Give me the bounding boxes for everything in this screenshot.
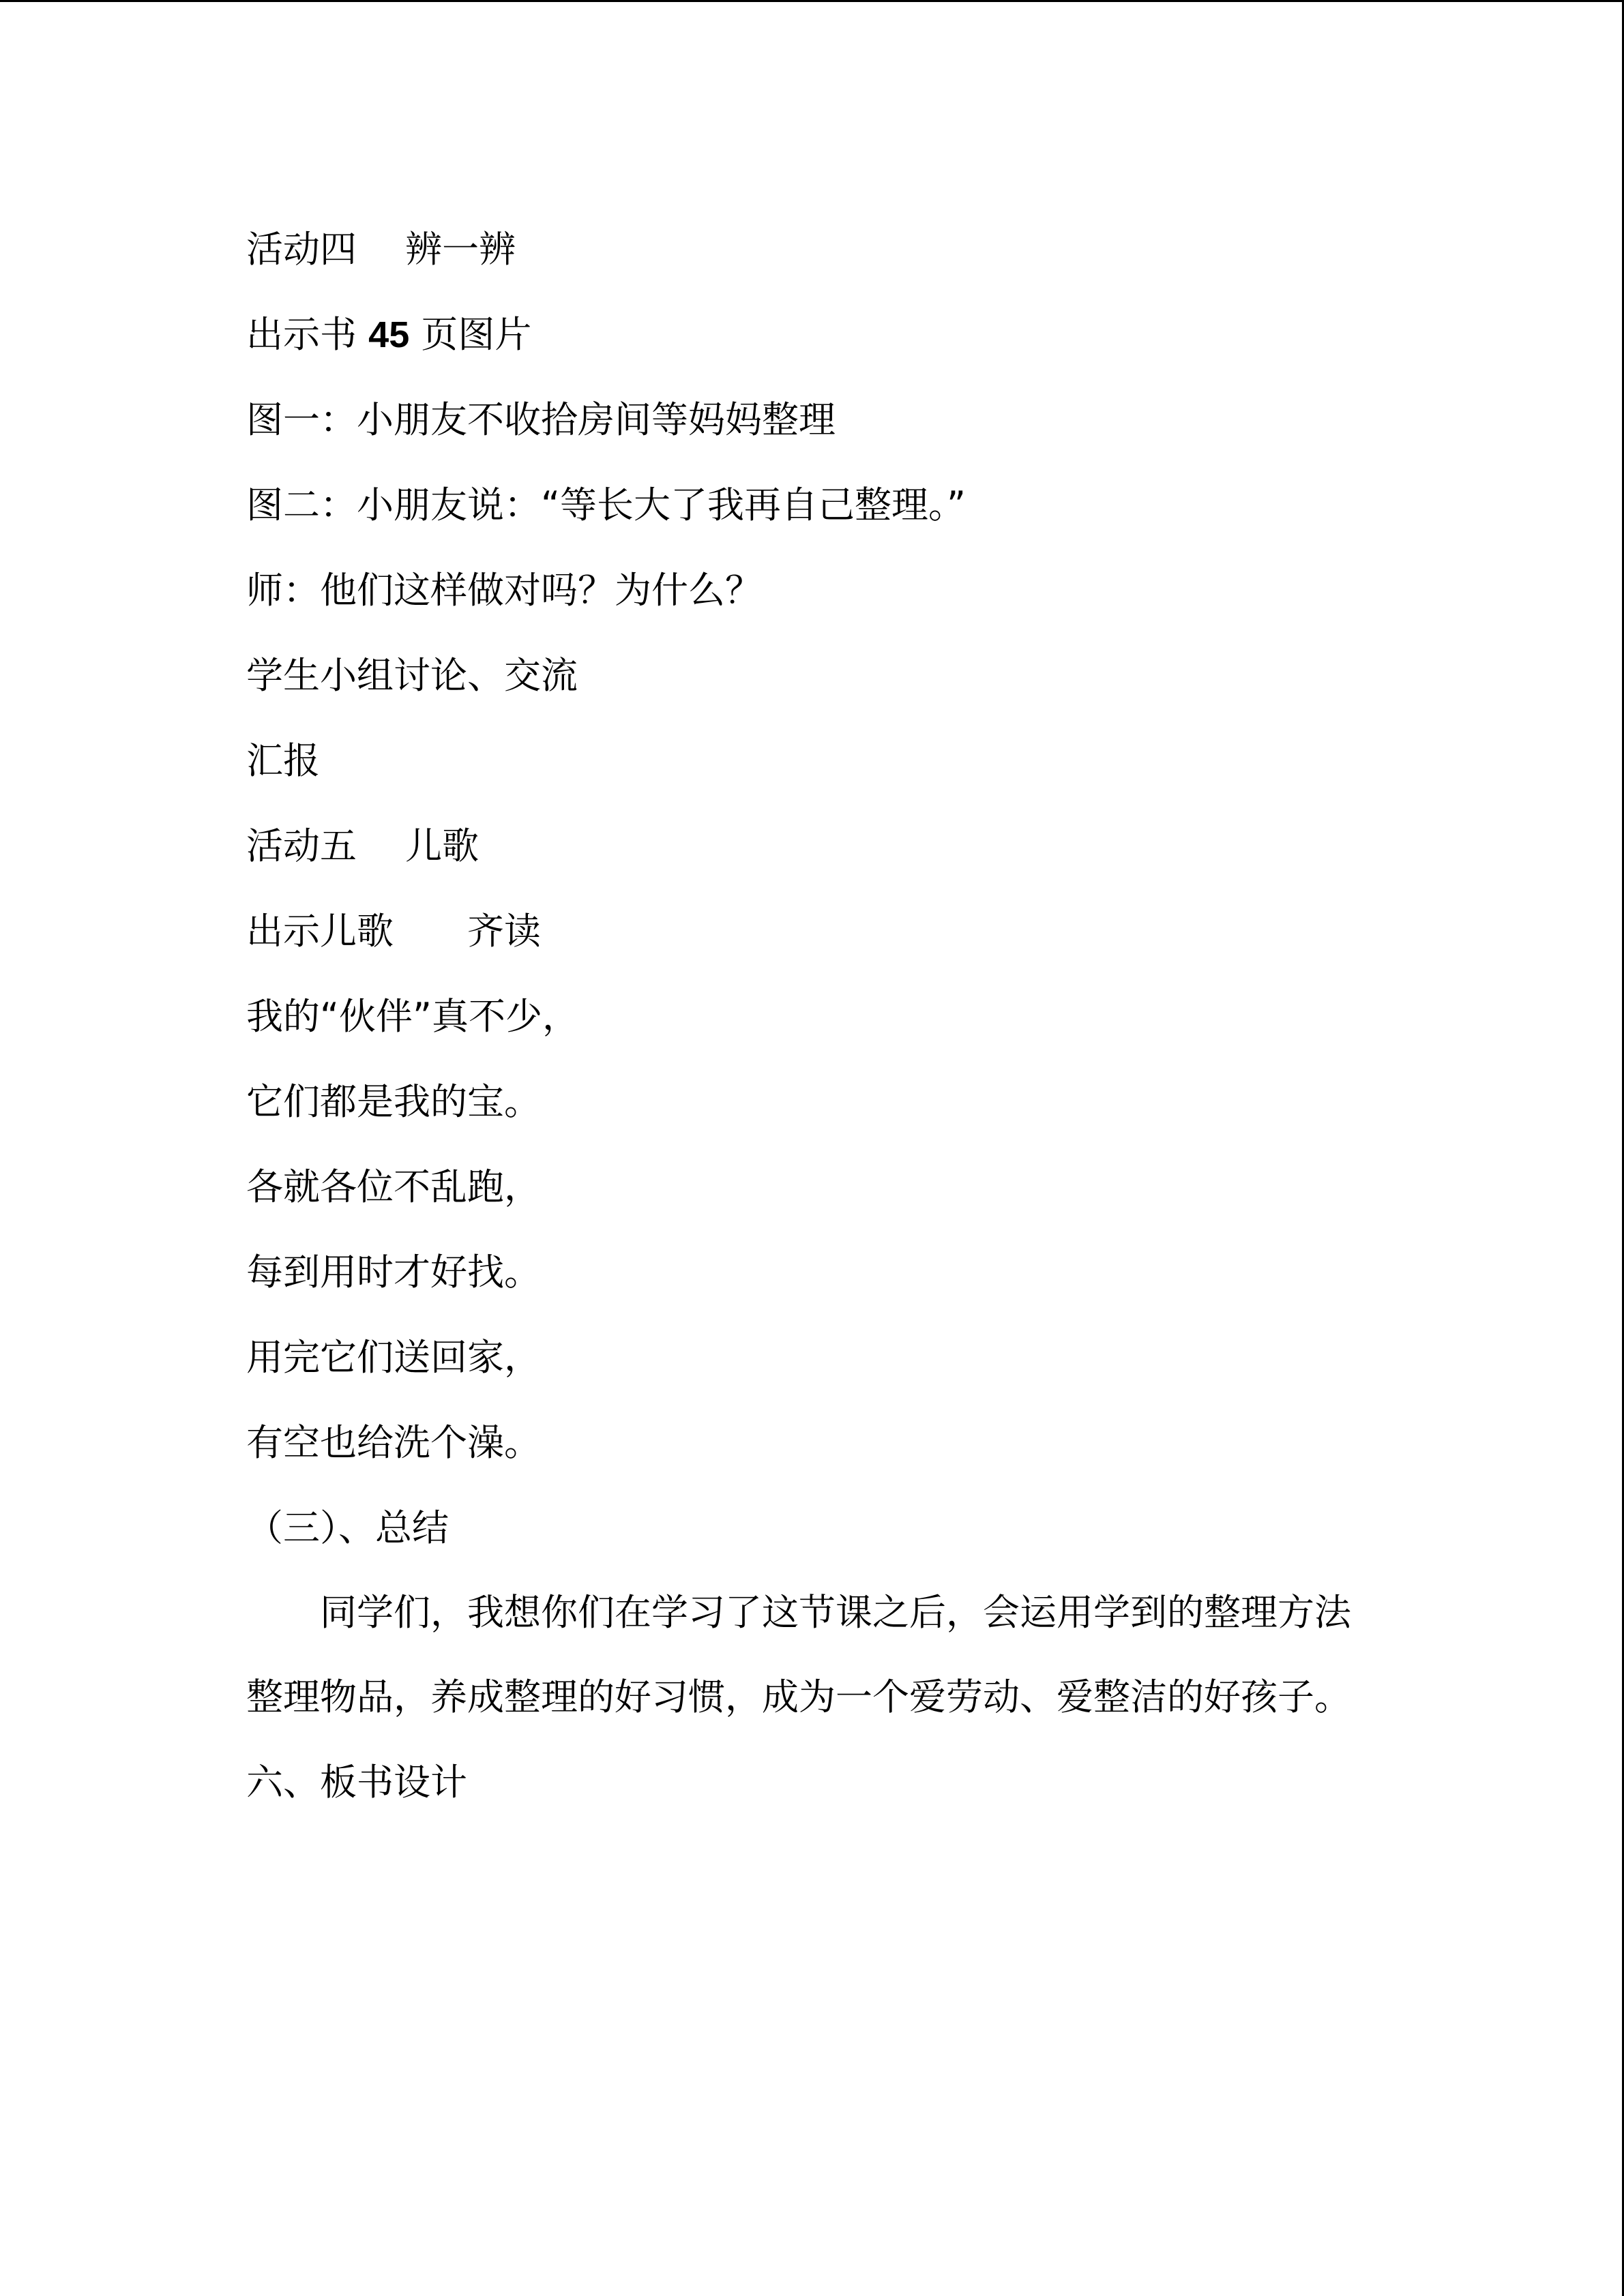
section-six-heading: 六、板书设计 bbox=[246, 1761, 467, 1804]
song-line: 有空也给洗个澡。 bbox=[246, 1421, 541, 1464]
show-book-prefix: 出示书 bbox=[246, 313, 369, 356]
show-book-page-line bbox=[246, 292, 1378, 377]
show-book-suffix: 页图片 bbox=[409, 313, 532, 356]
song-line: 每到用时才好找。 bbox=[246, 1251, 541, 1294]
group-discussion-line: 学生小组讨论、交流 bbox=[246, 654, 578, 697]
show-song-line: 出示儿歌 齐读 bbox=[246, 910, 541, 953]
picture-two-line: 图二：小朋友说：“等长大了我再自己整理。” bbox=[246, 483, 966, 526]
song-line: 它们都是我的宝。 bbox=[246, 1080, 541, 1123]
song-line: 用完它们送回家， bbox=[246, 1336, 541, 1379]
document-body bbox=[246, 207, 1378, 1825]
picture-one-line: 图一：小朋友不收拾房间等妈妈整理 bbox=[246, 398, 836, 441]
summary-heading: （三）、总结 bbox=[246, 1506, 449, 1549]
teacher-question-line: 师：他们这样做对吗？为什么？ bbox=[246, 569, 762, 612]
activity-four-heading: 活动四 辨一辨 bbox=[246, 228, 516, 271]
activity-five-heading: 活动五 儿歌 bbox=[246, 824, 479, 867]
report-line: 汇报 bbox=[246, 739, 320, 782]
page-number: 45 bbox=[368, 314, 410, 355]
song-line: 各就各位不乱跑， bbox=[246, 1165, 541, 1208]
summary-paragraph: 同学们，我想你们在学习了这节课之后，会运用学到的整理方法整理物品，养成整理的好习惯，成为一个爱劳动、爱整洁的好孩子。 bbox=[246, 1591, 1351, 1718]
song-line: 我的“伙伴”真不少， bbox=[246, 995, 579, 1038]
